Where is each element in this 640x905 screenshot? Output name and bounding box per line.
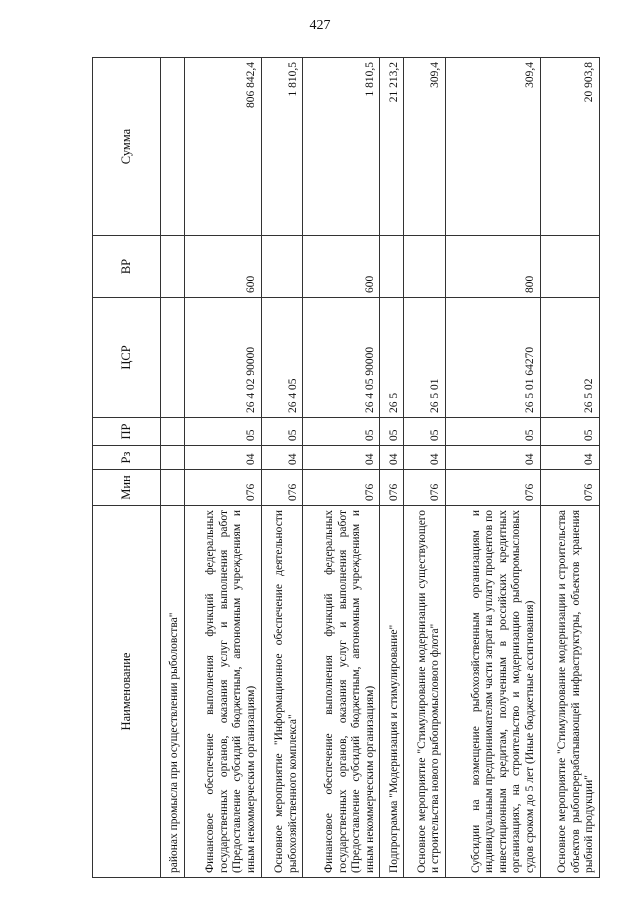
cell-vr xyxy=(380,236,404,298)
cell-csr: 26 5 02 xyxy=(540,298,599,418)
page-number: 427 xyxy=(309,18,331,33)
cell-rz xyxy=(160,446,184,470)
table-row xyxy=(261,58,303,878)
table-row xyxy=(540,58,599,878)
cell-name: Субсидии на возмещение рыбохозяйственным организациям и индивидуальным предпринимателям части затрат на уплату процентов по инвестиционным кредитам, полученным в российских кредитных организациях, на строительство и модернизацию рыбопромысловых судов сроком до 5 лет (Иные бюджетные ассигнования) xyxy=(446,506,541,878)
cell-name: Финансовое обеспечение выполнения функций федеральных государственных органов, оказания услуг и выполнения работ (Предоставление субсидий бюджетным, автономным учреждениям и иным некоммерческим организациям) xyxy=(303,506,380,878)
cell-vr: 600 xyxy=(184,236,261,298)
cell-min: 076 xyxy=(380,470,404,506)
header-name: Наименование xyxy=(93,506,161,878)
cell-pr: 05 xyxy=(303,418,380,446)
cell-pr xyxy=(160,418,184,446)
cell-min: 076 xyxy=(404,470,446,506)
header-vr: ВР xyxy=(93,236,161,298)
cell-min xyxy=(160,470,184,506)
cell-min: 076 xyxy=(261,470,303,506)
cell-sum: 1 810,5 xyxy=(261,58,303,236)
cell-vr: 800 xyxy=(446,236,541,298)
cell-vr xyxy=(160,236,184,298)
cell-csr: 26 4 05 90000 xyxy=(303,298,380,418)
cell-sum: 806 842,4 xyxy=(184,58,261,236)
cell-sum xyxy=(160,58,184,236)
table-row xyxy=(446,58,541,878)
table-row xyxy=(303,58,380,878)
cell-sum: 1 810,5 xyxy=(303,58,380,236)
table-row xyxy=(404,58,446,878)
cell-pr: 05 xyxy=(380,418,404,446)
table-header-row xyxy=(93,58,161,878)
table-row xyxy=(380,58,404,878)
cell-sum: 309,4 xyxy=(404,58,446,236)
cell-rz: 04 xyxy=(261,446,303,470)
header-sum: Сумма xyxy=(93,58,161,236)
cell-pr: 05 xyxy=(404,418,446,446)
cell-pr: 05 xyxy=(261,418,303,446)
cell-csr: 26 5 01 64270 xyxy=(446,298,541,418)
budget-table xyxy=(92,57,600,878)
cell-name: Основное мероприятие "Информационное обеспечение деятельности рыбохозяйственного комплекса" xyxy=(261,506,303,878)
cell-name: Финансовое обеспечение выполнения функций федеральных государственных органов, оказания услуг и выполнения работ (Предоставление субсидий бюджетным, автономным учреждениям и иным некоммерческим организациям) xyxy=(184,506,261,878)
cell-name: Основное мероприятие "Стимулирование модернизации и строительства объектов рыбоперерабатывающей инфраструктуры, объектов хранения рыбной продукции" xyxy=(540,506,599,878)
cell-vr xyxy=(261,236,303,298)
cell-sum: 20 903,8 xyxy=(540,58,599,236)
cell-min: 076 xyxy=(184,470,261,506)
cell-vr: 600 xyxy=(303,236,380,298)
cell-csr: 26 4 05 xyxy=(261,298,303,418)
header-rz: Рз xyxy=(93,446,161,470)
header-pr: ПР xyxy=(93,418,161,446)
header-csr: ЦСР xyxy=(93,298,161,418)
table-row xyxy=(160,58,184,878)
cell-rz: 04 xyxy=(380,446,404,470)
table-body xyxy=(160,58,599,878)
cell-rz: 04 xyxy=(303,446,380,470)
cell-rz: 04 xyxy=(184,446,261,470)
cell-name: Подпрограмма "Модернизация и стимулирование" xyxy=(380,506,404,878)
cell-name: районах промысла при осуществлении рыболовства" xyxy=(160,506,184,878)
cell-rz: 04 xyxy=(404,446,446,470)
cell-rz: 04 xyxy=(446,446,541,470)
cell-min: 076 xyxy=(446,470,541,506)
cell-pr: 05 xyxy=(446,418,541,446)
table-row xyxy=(184,58,261,878)
rotated-table-container xyxy=(92,58,600,878)
header-min: Мин xyxy=(93,470,161,506)
cell-csr: 26 4 02 90000 xyxy=(184,298,261,418)
cell-sum: 309,4 xyxy=(446,58,541,236)
cell-vr xyxy=(404,236,446,298)
cell-csr: 26 5 01 xyxy=(404,298,446,418)
cell-pr: 05 xyxy=(184,418,261,446)
cell-name: Основное мероприятие "Стимулирование модернизации существующего и строительства нового рыбопромыслового флота" xyxy=(404,506,446,878)
cell-csr: 26 5 xyxy=(380,298,404,418)
cell-sum: 21 213,2 xyxy=(380,58,404,236)
cell-min: 076 xyxy=(303,470,380,506)
cell-csr xyxy=(160,298,184,418)
cell-pr: 05 xyxy=(540,418,599,446)
cell-rz: 04 xyxy=(540,446,599,470)
cell-min: 076 xyxy=(540,470,599,506)
cell-vr xyxy=(540,236,599,298)
